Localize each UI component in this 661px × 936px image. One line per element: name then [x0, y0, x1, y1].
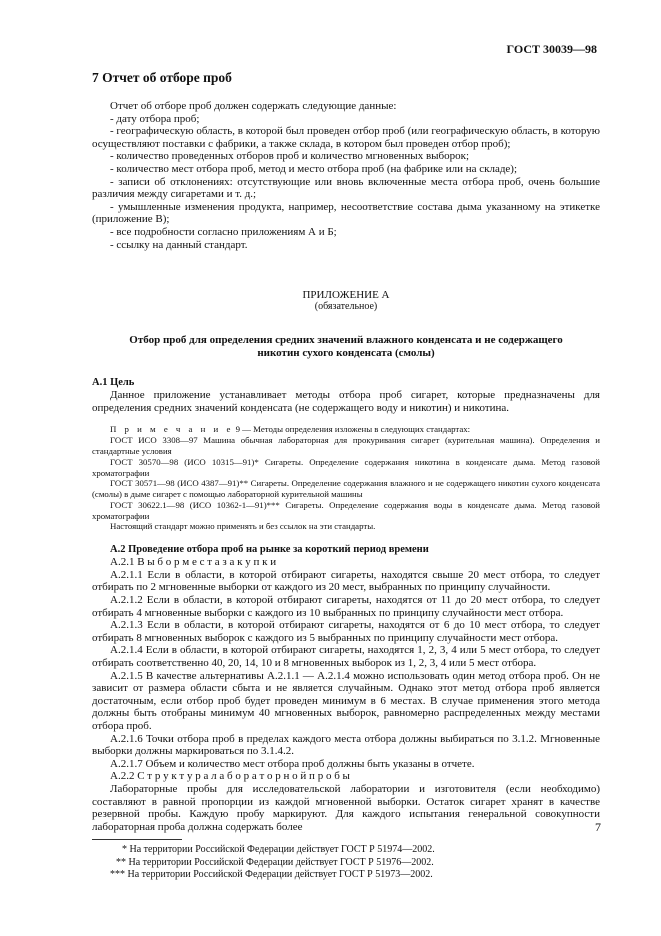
- a2-paragraph: А.2.1.7 Объем и количество мест отбора проб должны быть указаны в отчете.: [110, 757, 475, 770]
- note-line: ГОСТ 30571—98 (ИСО 4387—91)** Сигареты. Определение содержания влажного и не содержащего никотин сухого конденсата (смолы) в дыме сигарет с помощью лабораторной курительной машины: [92, 478, 600, 500]
- appendix-label: ПРИЛОЖЕНИЕ А: [302, 289, 390, 302]
- document-code-header: ГОСТ 30039—98: [506, 42, 597, 56]
- a2-paragraph: А.2.1.4 Если в области, в которой отбирают сигареты, находятся 1, 2, 3, 4 или 5 мест отбора, то следует отбирать соответственно 40, 20, 14, 10 и 8 мгновенных выборок из 1, 2, 3, 4 или 5 мест отбора.: [92, 644, 600, 670]
- section-7-intro: Отчет об отборе проб должен содержать следующие данные:: [110, 100, 397, 112]
- a21-heading: А.2.1 В ы б о р м е с т а з а к у п к и: [110, 556, 277, 569]
- footnote: ** На территории Российской Федерации действует ГОСТ Р 51976—2002.: [116, 856, 434, 868]
- section-7-title: 7 Отчет об отборе проб: [92, 70, 232, 85]
- appendix-title: Отбор проб для определения средних значений влажного конденсата и не содержащего никотин сухого конденсата (смолы): [129, 334, 563, 359]
- note-block: [92, 424, 600, 532]
- report-item: - все подробности согласно приложениям А и Б;: [110, 225, 337, 238]
- a1-heading: А.1 Цель: [92, 377, 135, 389]
- a2-body: [92, 556, 600, 833]
- report-item: - ссылку на данный стандарт.: [110, 238, 248, 251]
- a2-paragraph: А.2.1.5 В качестве альтернативы А.2.1.1 — А.2.1.4 можно использовать один метод отбора проб. Он не зависит от размера области сбыта и не является случайным. Однако этот метод отбора проб является достаточным, если отбор проб будет проведен минимум в 6 местах. В случае применения этого метода должны быть отобраны минимум 40 мгновенных выборок, равномерно распределенных между местами отбора проб.: [92, 669, 600, 732]
- note-intro: 9 — Методы определения изложены в следующих стандартах:: [235, 424, 471, 435]
- a2-paragraph: А.2.1.1 Если в области, в которой отбирают сигареты, находятся свыше 20 мест отбора, то следует отбирать по 2 мгновенные выборки от каждого из 20 мест, выбранных по принципу случайности.: [92, 568, 600, 594]
- note-line: ГОСТ 30570—98 (ИСО 10315—91)* Сигареты. Определение содержания никотина в конденсате дыма. Метод газовой хроматографии: [92, 456, 600, 478]
- a22-heading: А.2.2 С т р у к т у р а л а б о р а т о р н о й п р о б ы: [110, 770, 350, 783]
- a2-paragraph: А.2.1.3 Если в области, в которой отбирают сигареты, находятся от 6 до 10 мест отбора, то следует отбирать 8 мгновенных выборок с каждого из 5 выбранных по принципу случайности мест отбора.: [92, 619, 600, 644]
- a2-paragraph: А.2.1.2 Если в области, в которой отбирают сигареты, находятся от 11 до 20 мест отбора, то следует отбирать 4 мгновенные выборки с каждого из 10 выбранных по принципу случайности мест отбора.: [92, 594, 600, 619]
- report-item: - количество мест отбора проб, метод и место отбора проб (на фабрике или на складе);: [110, 162, 518, 175]
- page-number: 7: [595, 820, 601, 834]
- page-content: [92, 70, 600, 882]
- section-7-body: [92, 100, 600, 251]
- note-intro-line: [92, 424, 600, 435]
- a1-body: [92, 389, 600, 414]
- footnote: * На территории Российской Федерации действует ГОСТ Р 51974—2002.: [122, 844, 435, 856]
- note-label: П р и м е ч а н и е: [110, 424, 234, 435]
- footnote: *** На территории Российской Федерации действует ГОСТ Р 51973—2002.: [110, 869, 433, 881]
- report-item: - дату отбора проб;: [110, 112, 200, 125]
- a2-heading: А.2 Проведение отбора проб на рынке за короткий период времени: [110, 544, 429, 556]
- a22-text: Лабораторные пробы для исследовательской лаборатории и изготовителя (если необходимо) составляют в равной пропорции из каждой мгновенной выборки. Остаток сигарет хранят в качестве резервной пробы. Каждую пробу маркируют. Для каждого испытания генеральной совокупности лабораторная проба должна содержать более: [92, 782, 600, 833]
- note-line: Настоящий стандарт можно применять и без ссылок на эти стандарты.: [110, 521, 376, 532]
- note-line: ГОСТ ИСО 3308—97 Машина обычная лабораторная для прокуривания сигарет (курительная машина). Определения и стандартные условия: [92, 435, 600, 456]
- footnote-divider: [92, 839, 182, 840]
- a1-text: Данное приложение устанавливает методы отбора проб сигарет, которые предназначены для определения средних значений конденсата (не содержащего воду и никотин) и никотина.: [92, 389, 600, 414]
- report-item: - записи об отклонениях: отсутствующие или вновь включенные места отбора проб, очень большие различия между сигаретами и т. д.;: [92, 175, 600, 201]
- note-line: ГОСТ 30622.1—98 (ИСО 10362-1—91)*** Сигареты. Определение содержания воды в конденсате дыма. Метод газовой хроматографии: [92, 499, 600, 521]
- report-item: - географическую область, в которой был проведен отбор проб (или географическую область, в которую осуществляют поставки с фабрики, а также склада, в котором был проведен отбор проб);: [92, 125, 600, 150]
- appendix-status: (обязательное): [314, 301, 378, 313]
- footnotes: [92, 844, 600, 881]
- a2-paragraph: А.2.1.6 Точки отбора проб в пределах каждого места отбора должны выбираться по 3.1.2. Мгновенные выборки должны маркироваться по 3.1.4.2.: [92, 732, 600, 758]
- report-item: - количество проведенных отборов проб и количество мгновенных выборок;: [110, 150, 470, 163]
- report-item: - умышленные изменения продукта, например, несоответствие состава дыма указанному на этикетке (приложение В);: [92, 200, 600, 226]
